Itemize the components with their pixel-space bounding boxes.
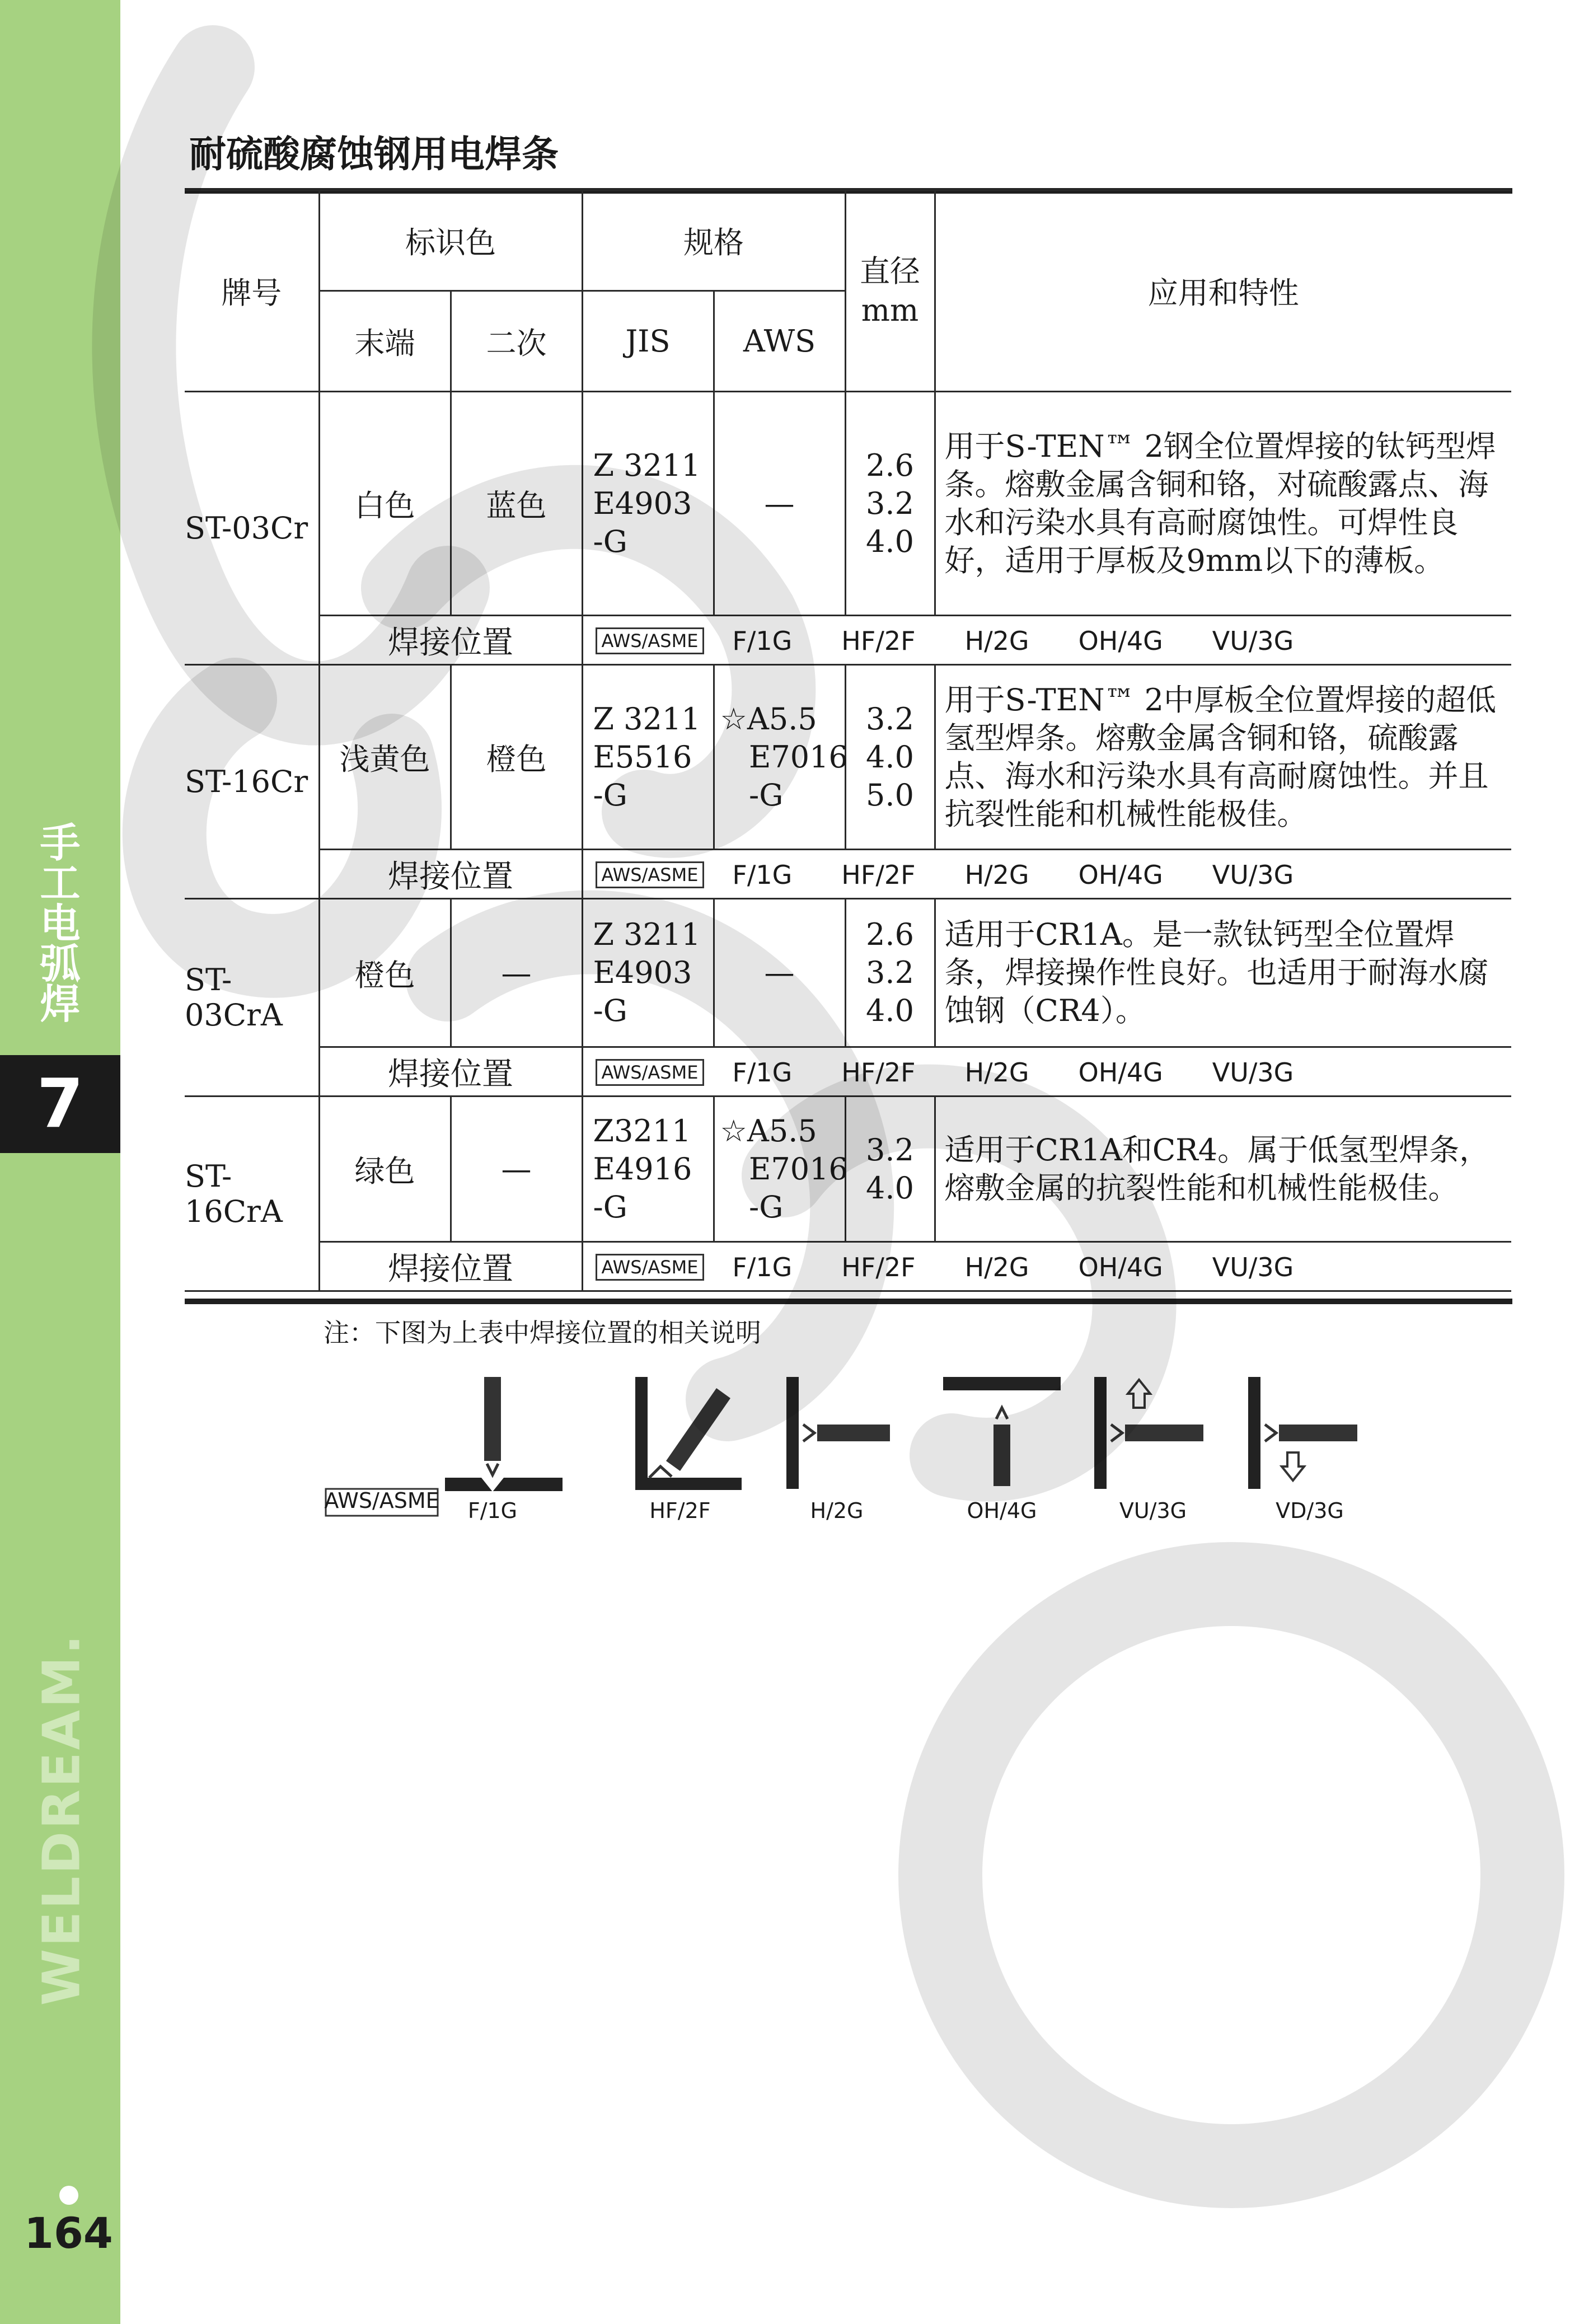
model-cell: ST-16CrA	[185, 1097, 319, 1291]
label-f1g: F/1G	[467, 1498, 518, 1523]
position-list	[582, 1047, 1511, 1097]
section-title: 耐硫酸腐蚀钢用电焊条	[189, 133, 559, 176]
position-vu3g: VU/3G	[1212, 1252, 1294, 1283]
diameter-cell: 2.6 3.2 4.0	[845, 392, 935, 616]
position-row	[185, 1242, 1511, 1291]
vu3g-icon	[1094, 1377, 1203, 1523]
diameter-cell: 3.2 4.0	[845, 1097, 935, 1242]
header-spec: 规格	[582, 190, 845, 291]
diagram-note: 注：下图为上表中焊接位置的相关说明	[324, 1318, 761, 1348]
header-application: 应用和特性	[935, 190, 1511, 392]
table-row	[185, 899, 1511, 1047]
jis-cell: Z3211 E4916 -G	[582, 1097, 714, 1242]
oh4g-icon	[943, 1377, 1061, 1523]
aws-asme-tag: AWS/ASME	[596, 1059, 705, 1086]
position-row	[185, 850, 1511, 899]
position-row	[185, 616, 1511, 665]
position-f1g: F/1G	[732, 1057, 793, 1088]
application-cell: 适用于CR1A和CR4。属于低氢型焊条，熔敷金属的抗裂性能和机械性能极佳。	[935, 1097, 1511, 1242]
header-color-secondary: 二次	[451, 291, 582, 392]
position-hf2f: HF/2F	[841, 1252, 916, 1283]
chapter-number: 7	[0, 1055, 120, 1153]
jis-cell: Z 3211 E4903 -G	[582, 392, 714, 616]
electrode-spec-table	[185, 189, 1511, 1292]
table-row	[185, 665, 1511, 850]
jis-cell: Z 3211 E4903 -G	[582, 899, 714, 1047]
position-vu3g: VU/3G	[1212, 1057, 1294, 1088]
position-hf2f: HF/2F	[841, 860, 916, 891]
aws-asme-tag: AWS/ASME	[596, 861, 705, 888]
label-vu3g: VU/3G	[1119, 1498, 1187, 1523]
color-secondary-cell: —	[451, 1097, 582, 1242]
model-cell: ST-16Cr	[185, 665, 319, 899]
header-diameter: 直径 mm	[845, 190, 935, 392]
color-tip-cell: 橙色	[319, 899, 451, 1047]
position-vu3g: VU/3G	[1212, 626, 1294, 657]
position-f1g: F/1G	[732, 860, 793, 891]
application-cell: 适用于CR1A。是一款钛钙型全位置焊条，焊接操作性良好。也适用于耐海水腐蚀钢（CR4）。	[935, 899, 1511, 1047]
aws-cell: —	[714, 899, 845, 1047]
model-cell: ST-03Cr	[185, 392, 319, 665]
table-row	[185, 1097, 1511, 1242]
aws-asme-tag: AWS/ASME	[596, 627, 705, 654]
position-oh4g: OH/4G	[1078, 626, 1163, 657]
diagram-aws-tag: AWS/ASME	[324, 1488, 439, 1513]
color-tip-cell: 浅黄色	[319, 665, 451, 850]
aws-asme-legend	[324, 1488, 439, 1516]
aws-cell: —	[714, 392, 845, 616]
header-model: 牌号	[185, 190, 319, 392]
position-f1g: F/1G	[732, 1252, 793, 1283]
color-tip-cell: 白色	[319, 392, 451, 616]
application-cell: 用于S-TEN™ 2中厚板全位置焊接的超低氢型焊条。熔敷金属含铜和铬，硫酸露点、海水和污染水具有高耐腐蚀性。并且抗裂性能和机械性能极佳。	[935, 665, 1511, 850]
position-oh4g: OH/4G	[1078, 860, 1163, 891]
header-spec-jis: JIS	[582, 291, 714, 392]
label-oh4g: OH/4G	[967, 1498, 1037, 1523]
application-cell: 用于S-TEN™ 2钢全位置焊接的钛钙型焊条。熔敷金属含铜和铬，对硫酸露点、海水和污染水具有高耐腐蚀性。可焊性良好，适用于厚板及9mm以下的薄板。	[935, 392, 1511, 616]
color-secondary-cell: —	[451, 899, 582, 1047]
table-bottom-rule	[185, 1299, 1512, 1304]
position-h2g: H/2G	[964, 1252, 1029, 1283]
position-label: 焊接位置	[319, 1047, 582, 1097]
aws-asme-tag: AWS/ASME	[596, 1254, 705, 1281]
header-color-tip: 末端	[319, 291, 451, 392]
position-list	[582, 1242, 1511, 1291]
position-label: 焊接位置	[319, 616, 582, 665]
welding-position-diagram	[313, 1371, 1433, 1534]
page-number: 164	[24, 2208, 113, 2258]
h2g-icon	[786, 1377, 890, 1523]
position-f1g: F/1G	[732, 626, 793, 657]
position-oh4g: OH/4G	[1078, 1252, 1163, 1283]
hf2f-icon	[635, 1377, 742, 1523]
header-color: 标识色	[319, 190, 582, 291]
label-h2g: H/2G	[810, 1498, 864, 1523]
position-list	[582, 850, 1511, 899]
position-oh4g: OH/4G	[1078, 1057, 1163, 1088]
position-hf2f: HF/2F	[841, 626, 916, 657]
position-h2g: H/2G	[964, 626, 1029, 657]
model-cell: ST-03CrA	[185, 899, 319, 1097]
label-hf2f: HF/2F	[649, 1498, 711, 1523]
position-h2g: H/2G	[964, 1057, 1029, 1088]
diameter-cell: 3.2 4.0 5.0	[845, 665, 935, 850]
position-hf2f: HF/2F	[841, 1057, 916, 1088]
position-label: 焊接位置	[319, 850, 582, 899]
header-spec-aws: AWS	[714, 291, 845, 392]
color-secondary-cell: 橙色	[451, 665, 582, 850]
vd3g-icon	[1248, 1377, 1357, 1523]
diameter-cell: 2.6 3.2 4.0	[845, 899, 935, 1047]
position-vu3g: VU/3G	[1212, 860, 1294, 891]
page-dot	[59, 2186, 78, 2205]
table-row	[185, 392, 1511, 616]
position-label: 焊接位置	[319, 1242, 582, 1291]
brand-logo: WELDREAM.	[31, 1632, 92, 2006]
chapter-title: 手工电弧焊	[40, 819, 81, 1028]
color-secondary-cell: 蓝色	[451, 392, 582, 616]
position-h2g: H/2G	[964, 860, 1029, 891]
jis-cell: Z 3211 E5516 -G	[582, 665, 714, 850]
label-vd3g: VD/3G	[1276, 1498, 1344, 1523]
position-row	[185, 1047, 1511, 1097]
f1g-icon	[445, 1377, 563, 1523]
aws-cell: ☆A5.5 E7016 -G	[714, 1097, 845, 1242]
position-list	[582, 616, 1511, 665]
aws-cell: ☆A5.5 E7016 -G	[714, 665, 845, 850]
color-tip-cell: 绿色	[319, 1097, 451, 1242]
chapter-sidebar	[0, 0, 120, 2324]
